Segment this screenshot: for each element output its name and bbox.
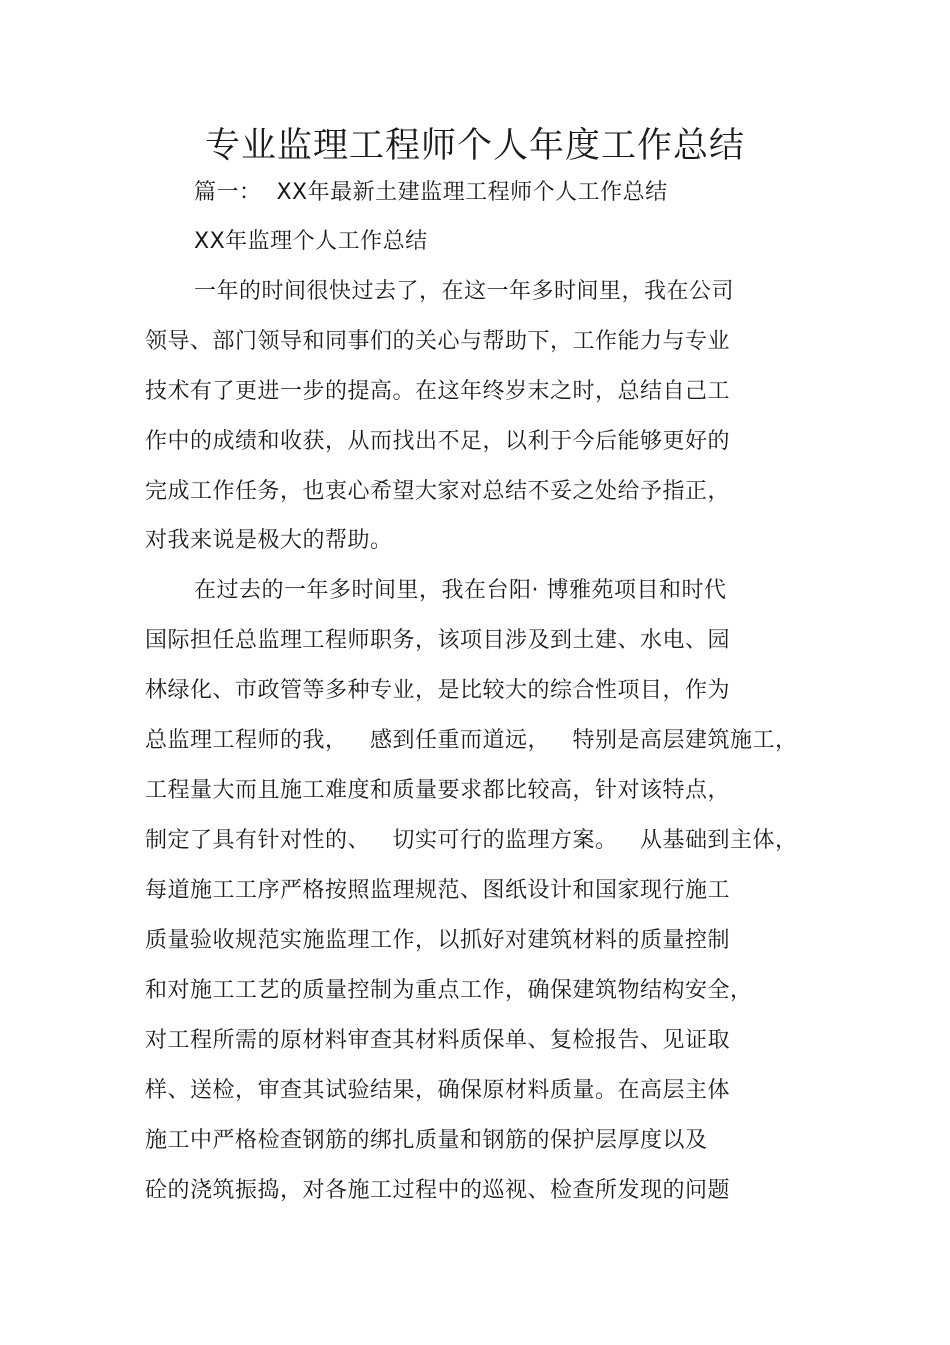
- paragraph-line: 对工程所需的原材料审查其材料质保单、复检报告、见证取: [145, 1028, 731, 1053]
- paragraph-line: 施工中严格检查钢筋的绑扎质量和钢筋的保护层厚度以及: [145, 1128, 708, 1153]
- paragraph-line: 作中的成绩和收获，从而找出不足，以利于今后能够更好的: [145, 429, 731, 454]
- paragraph-line: 一年的时间很快过去了，在这一年多时间里，我在公司: [194, 279, 735, 304]
- paragraph-line: 技术有了更进一步的提高。在这年终岁末之时，总结自己工: [145, 379, 731, 404]
- paragraph-line: 砼的浇筑振捣，对各施工过程中的巡视、检查所发现的问题: [145, 1178, 731, 1203]
- paragraph-line: 对我来说是极大的帮助。: [145, 528, 393, 553]
- paragraph-line: 制定了具有针对性的、 切实可行的监理方案。 从基础到主体，: [145, 828, 798, 853]
- paragraph-line: 国际担任总监理工程师职务，该项目涉及到土建、水电、园: [145, 628, 731, 653]
- paragraph-line: 总监理工程师的我， 感到任重而道远， 特别是高层建筑施工，: [145, 728, 798, 753]
- paragraph-line: 样、送检，审查其试验结果，确保原材料质量。在高层主体: [145, 1078, 731, 1103]
- paragraph-line: 工程量大而且施工难度和质量要求都比较高，针对该特点，: [145, 778, 731, 803]
- paragraph-line: 林绿化、市政管等多种专业，是比较大的综合性项目，作为: [145, 678, 731, 703]
- chapter-heading: 篇一： XX年最新土建监理工程师个人工作总结: [194, 180, 668, 205]
- paragraph-line: 质量验收规范实施监理工作，以抓好对建筑材料的质量控制: [145, 928, 731, 953]
- paragraph-line: 在过去的一年多时间里，我在台阳· 博雅苑项目和时代: [194, 578, 727, 603]
- document-title: 专业监理工程师个人年度工作总结: [204, 126, 745, 166]
- paragraph-line: 每道施工工序严格按照监理规范、图纸设计和国家现行施工: [145, 878, 731, 903]
- paragraph-line: 领导、部门领导和同事们的关心与帮助下，工作能力与专业: [145, 329, 731, 354]
- paragraph-line: 和对施工工艺的质量控制为重点工作，确保建筑物结构安全，: [145, 978, 753, 1003]
- paragraph-line: 完成工作任务，也衷心希望大家对总结不妥之处给予指正，: [145, 479, 731, 504]
- subheading: XX年监理个人工作总结: [194, 229, 428, 254]
